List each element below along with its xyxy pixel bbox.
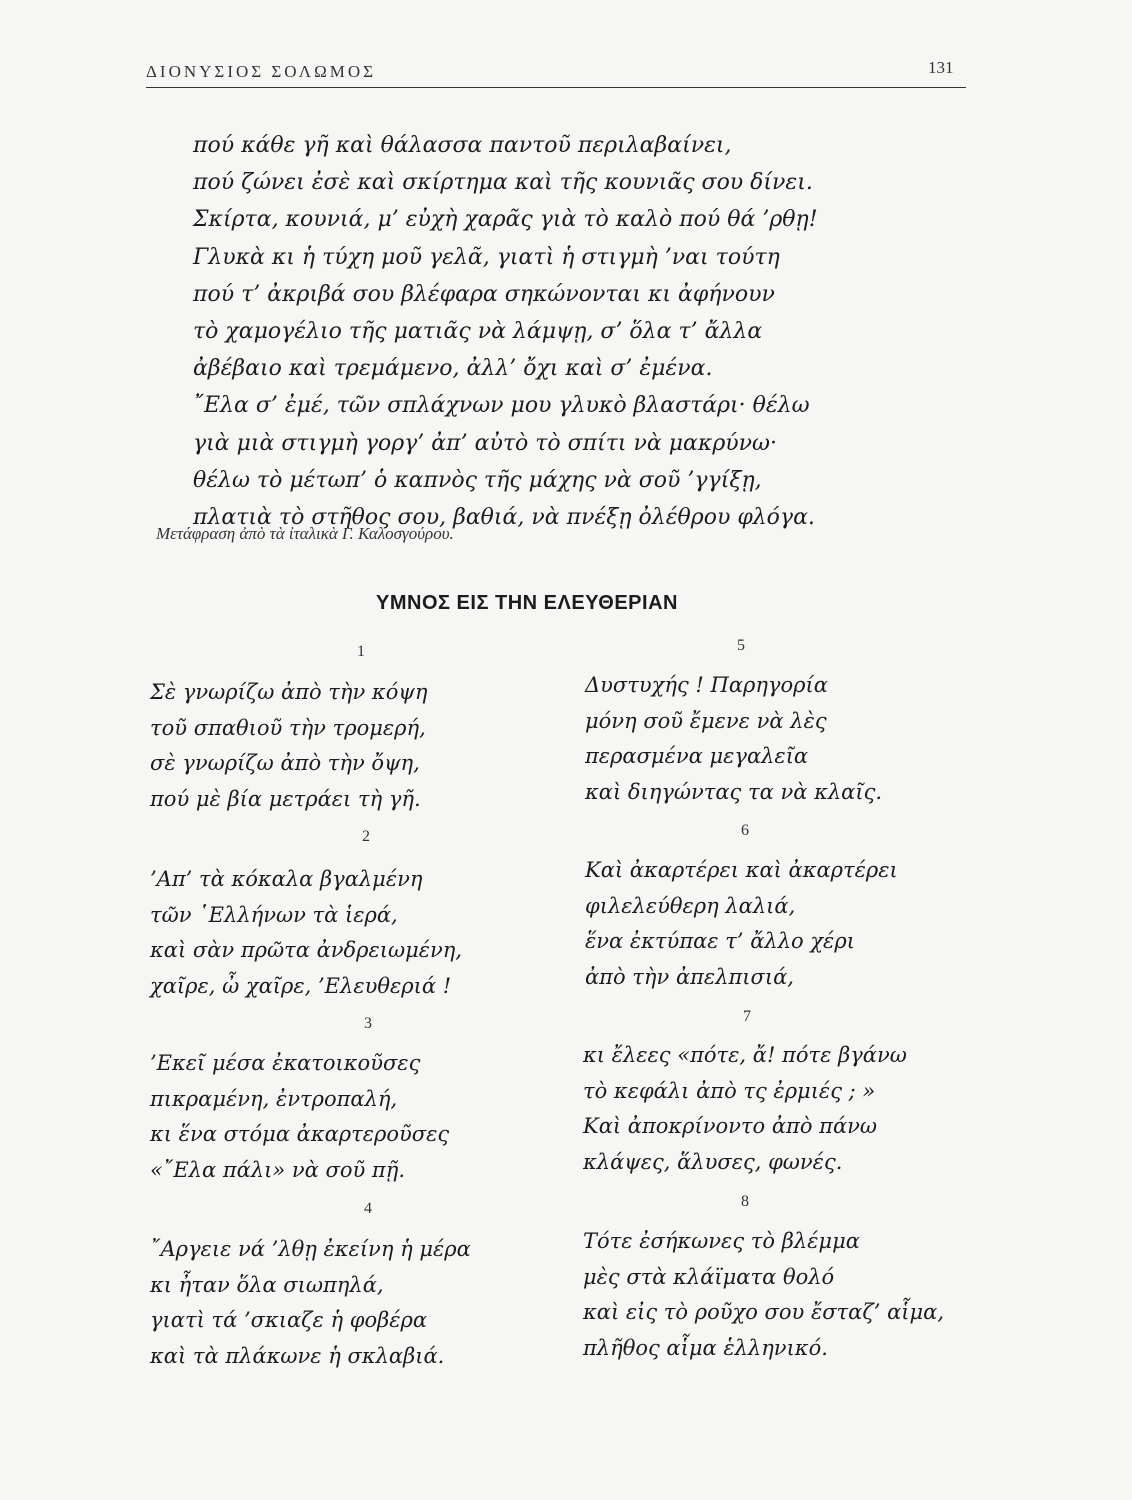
stanza-line: μὲς στὰ κλάϊματα θολό	[583, 1264, 835, 1289]
verse-line: τὸ χαμογέλιο τῆς ματιᾶς νὰ λάμψῃ, σ’ ὅλα τ’ ἄλλα	[193, 318, 763, 344]
stanza	[583, 1224, 944, 1366]
stanza-line: Καὶ ἀκαρτέρει καὶ ἀκαρτέρει	[585, 858, 898, 882]
stanza-line: Δυστυχής ! Παρηγορία	[585, 673, 828, 697]
verse-line: ῎Ελα σ’ ἐμέ, τῶν σπλάχνων μου γλυκὸ βλαστάρι· θέλω	[193, 393, 810, 419]
stanza-line: Καὶ ἀποκρίνοντο ἀπὸ πάνω	[583, 1114, 878, 1138]
stanza-line: ἕνα ἐκτύπαε τ’ ἄλλο χέρι	[585, 929, 855, 953]
stanza-line: καὶ εἰς τὸ ροῦχο σου ἔσταζ’ αἷμα,	[583, 1300, 945, 1324]
stanza-line: χαῖρε, ὦ χαῖρε, ’Ελευθεριά !	[150, 973, 452, 998]
stanza-line: γιατὶ τά ’σκιαζε ἡ φοβέρα	[150, 1308, 428, 1332]
top-verse	[193, 127, 818, 536]
stanza	[150, 675, 427, 817]
verse-line: Γλυκὰ κι ἡ τύχη μοῦ γελᾶ, γιατὶ ἡ στιγμὴ ’ναι τούτη	[193, 244, 780, 270]
stanza-line: Τότε ἐσήκωνες τὸ βλέμμα	[583, 1229, 860, 1253]
stanza-line: πού μὲ βία μετράει τὴ γῆ.	[150, 786, 421, 811]
stanza-line: ’Εκεῖ μέσα ἐκατοικοῦσες	[150, 1051, 421, 1075]
stanza-line: κι ἔλεες «πότε, ἄ! πότε βγάνω	[583, 1043, 907, 1067]
stanza	[583, 1038, 907, 1180]
header-rule	[146, 87, 966, 88]
stanza-line: κι ἦταν ὅλα σιωπηλά,	[150, 1272, 384, 1297]
verse-line: πλατιὰ τὸ στῆθος σου, βαθιά, νὰ πνέξῃ ὀλέθρου φλόγα.	[193, 504, 815, 530]
stanza-line: κλάψες, ἅλυσες, φωνές.	[583, 1149, 843, 1174]
stanza-number: 3	[364, 1015, 372, 1032]
stanza-line: τὸ κεφάλι ἀπὸ τς ἐρμιές ; »	[583, 1078, 876, 1103]
verse-line: πού ζώνει ἐσὲ καὶ σκίρτημα καὶ τῆς κουνιᾶς σου δίνει.	[193, 170, 813, 196]
verse-line: πού τ’ ἀκριβά σου βλέφαρα σηκώνονται κι ἀφήνουν	[193, 281, 775, 307]
stanza-line: τῶν ῾Ελλήνων τὰ ἱερά,	[150, 902, 398, 927]
stanza-line: ἀπὸ τὴν ἀπελπισιά,	[585, 964, 794, 989]
stanza-number: 1	[357, 643, 365, 660]
stanza-number: 8	[741, 1193, 749, 1210]
stanza-line: πικραμένη, ἐντροπαλή,	[150, 1086, 398, 1111]
verse-line: πού κάθε γῆ καὶ θάλασσα παντοῦ περιλαβαίνει,	[193, 133, 732, 158]
stanza-number: 2	[362, 828, 370, 845]
page-number: 131	[928, 58, 954, 77]
stanza	[150, 862, 462, 1004]
verse-line: ἀβέβαιο καὶ τρεμάμενο, ἀλλ’ ὄχι καὶ σ’ ἐμένα.	[193, 356, 713, 382]
stanza-number: 6	[741, 822, 749, 839]
stanza-number: 5	[737, 637, 745, 654]
stanza-line: περασμένα μεγαλεῖα	[585, 744, 809, 768]
stanza-line: καὶ τὰ πλάκωνε ἡ σκλαβιά.	[150, 1343, 445, 1368]
stanza-number: 4	[364, 1200, 372, 1217]
stanza	[585, 668, 882, 810]
stanza	[150, 1232, 471, 1374]
verse-line: γιὰ μιὰ στιγμὴ γοργ’ ἀπ’ αὐτὸ τὸ σπίτι νὰ μακρύνω·	[193, 430, 777, 456]
stanza-line: μόνη σοῦ ἔμενε νὰ λὲς	[585, 708, 827, 733]
verse-line: Σκίρτα, κουνιά, μ’ εὐχὴ χαρᾶς γιὰ τὸ καλὸ πού θά ’ρθῃ!	[193, 207, 818, 233]
verse-line: θέλω τὸ μέτωπ’ ὁ καπνὸς τῆς μάχης νὰ σοῦ ’γγίξῃ,	[193, 467, 762, 493]
stanza-line: ῎Αργειε νά ’λθῃ ἐκείνη ἡ μέρα	[150, 1237, 471, 1261]
running-head: ΔΙΟΝΥΣΙΟΣ ΣΟΛΩΜΟΣ	[146, 62, 377, 81]
stanza-line: καὶ διηγώντας τα νὰ κλαῖς.	[585, 779, 883, 804]
stanza-line: σὲ γνωρίζω ἀπὸ τὴν ὄψη,	[150, 751, 420, 775]
stanza-line: τοῦ σπαθιοῦ τὴν τρομερή,	[150, 715, 426, 740]
hymn-title: ΥΜΝΟΣ ΕΙΣ ΤΗΝ ΕΛΕΥΘΕΡΙΑΝ	[376, 592, 678, 614]
stanza-line: καὶ σὰν πρῶτα ἀνδρειωμένη,	[150, 938, 463, 962]
stanza-line: ’Απ’ τὰ κόκαλα βγαλμένη	[150, 867, 423, 891]
stanza	[150, 1046, 449, 1188]
translation-note: Μετάφραση ἀπὸ τὰ ἰταλικὰ Γ. Καλοσγούρου.	[156, 524, 454, 543]
stanza-line: Σὲ γνωρίζω ἀπὸ τὴν κόψη	[150, 680, 428, 704]
stanza-line: πλῆθος αἷμα ἑλληνικό.	[583, 1335, 828, 1360]
stanza-line: «῎Ελα πάλι» νὰ σοῦ πῇ.	[150, 1157, 405, 1182]
stanza-line: κι ἕνα στόμα ἀκαρτεροῦσες	[150, 1122, 450, 1146]
stanza-number: 7	[743, 1008, 751, 1025]
stanza	[585, 853, 898, 995]
stanza-line: φιλελεύθερη λαλιά,	[585, 893, 796, 918]
